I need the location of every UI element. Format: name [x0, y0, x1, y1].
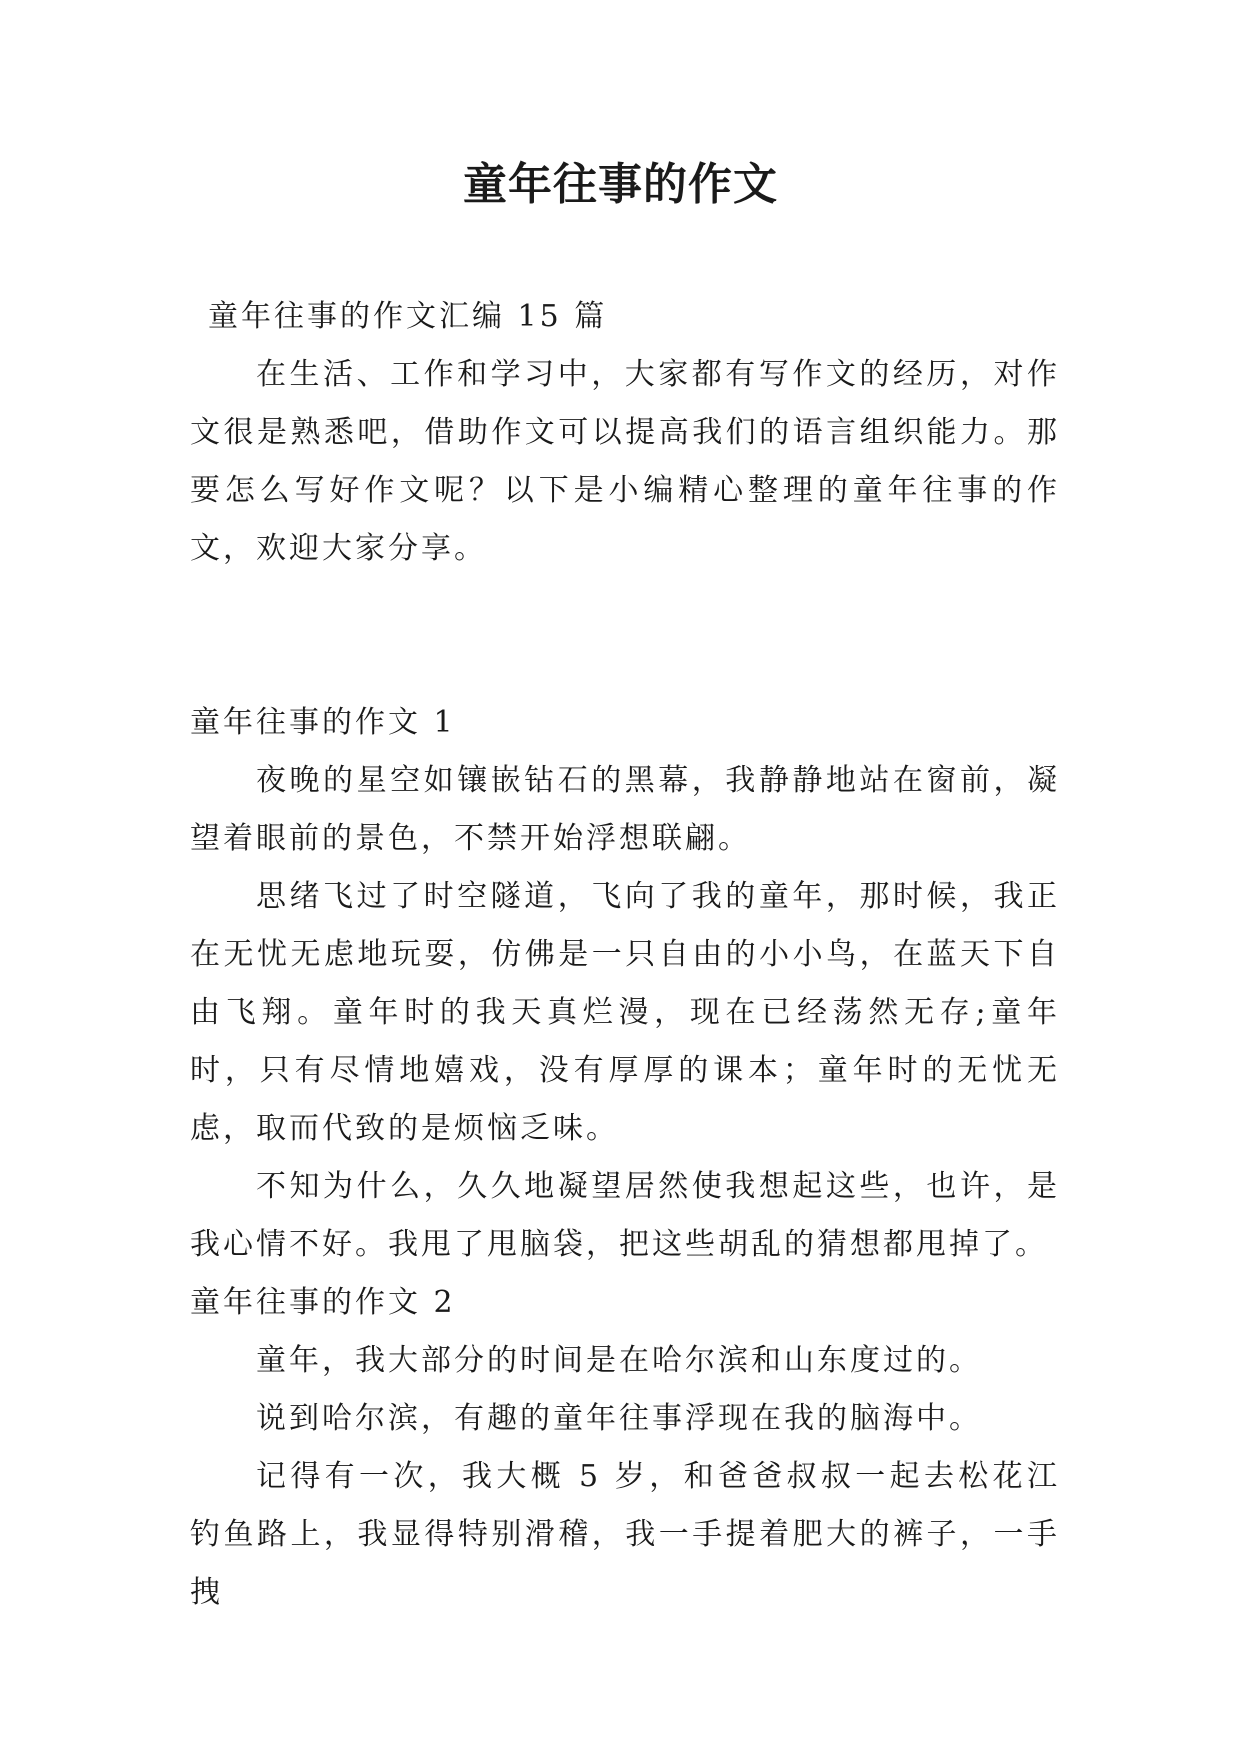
essay-2-paragraph: 说到哈尔滨，有趣的童年往事浮现在我的脑海中。 — [256, 1401, 982, 1436]
document-subtitle: 童年往事的作文汇编 15 篇 — [208, 299, 608, 334]
essay-1-paragraph: 不知为什么，久久地凝望居然使我想起这些，也许，是我心情不好。我甩了甩脑袋，把这些胡乱的猜想都甩掉了。 — [190, 1169, 1060, 1262]
document-title: 童年往事的作文 — [463, 159, 778, 210]
section-spacer — [190, 578, 1060, 694]
essay-2-paragraph: 童年，我大部分的时间是在哈尔滨和山东度过的。 — [256, 1343, 982, 1378]
intro-paragraph: 在生活、工作和学习中，大家都有写作文的经历，对作文很是熟悉吧，借助作文可以提高我们的语言组织能力。那要怎么写好作文呢？以下是小编精心整理的童年往事的作文，欢迎大家分享。 — [190, 357, 1060, 566]
essay-2-paragraph: 记得有一次，我大概 5 岁，和爸爸叔叔一起去松花江钓鱼路上，我显得特别滑稽，我一手提着肥大的裤子，一手拽 — [190, 1459, 1060, 1610]
document-body — [190, 288, 1060, 1622]
essay-1-paragraph: 夜晚的星空如镶嵌钻石的黑幕，我静静地站在窗前，凝望着眼前的景色，不禁开始浮想联翩。 — [190, 763, 1060, 856]
essay-1-heading: 童年往事的作文 1 — [190, 705, 456, 740]
essay-2-heading: 童年往事的作文 2 — [190, 1285, 456, 1320]
essay-1-paragraph: 思绪飞过了时空隧道，飞向了我的童年，那时候，我正在无忧无虑地玩耍，仿佛是一只自由的小小鸟，在蓝天下自由飞翔。童年时的我天真烂漫，现在已经荡然无存;童年时，只有尽情地嬉戏，没有厚厚的课本；童年时的无忧无虑，取而代致的是烦恼乏味。 — [190, 879, 1060, 1146]
